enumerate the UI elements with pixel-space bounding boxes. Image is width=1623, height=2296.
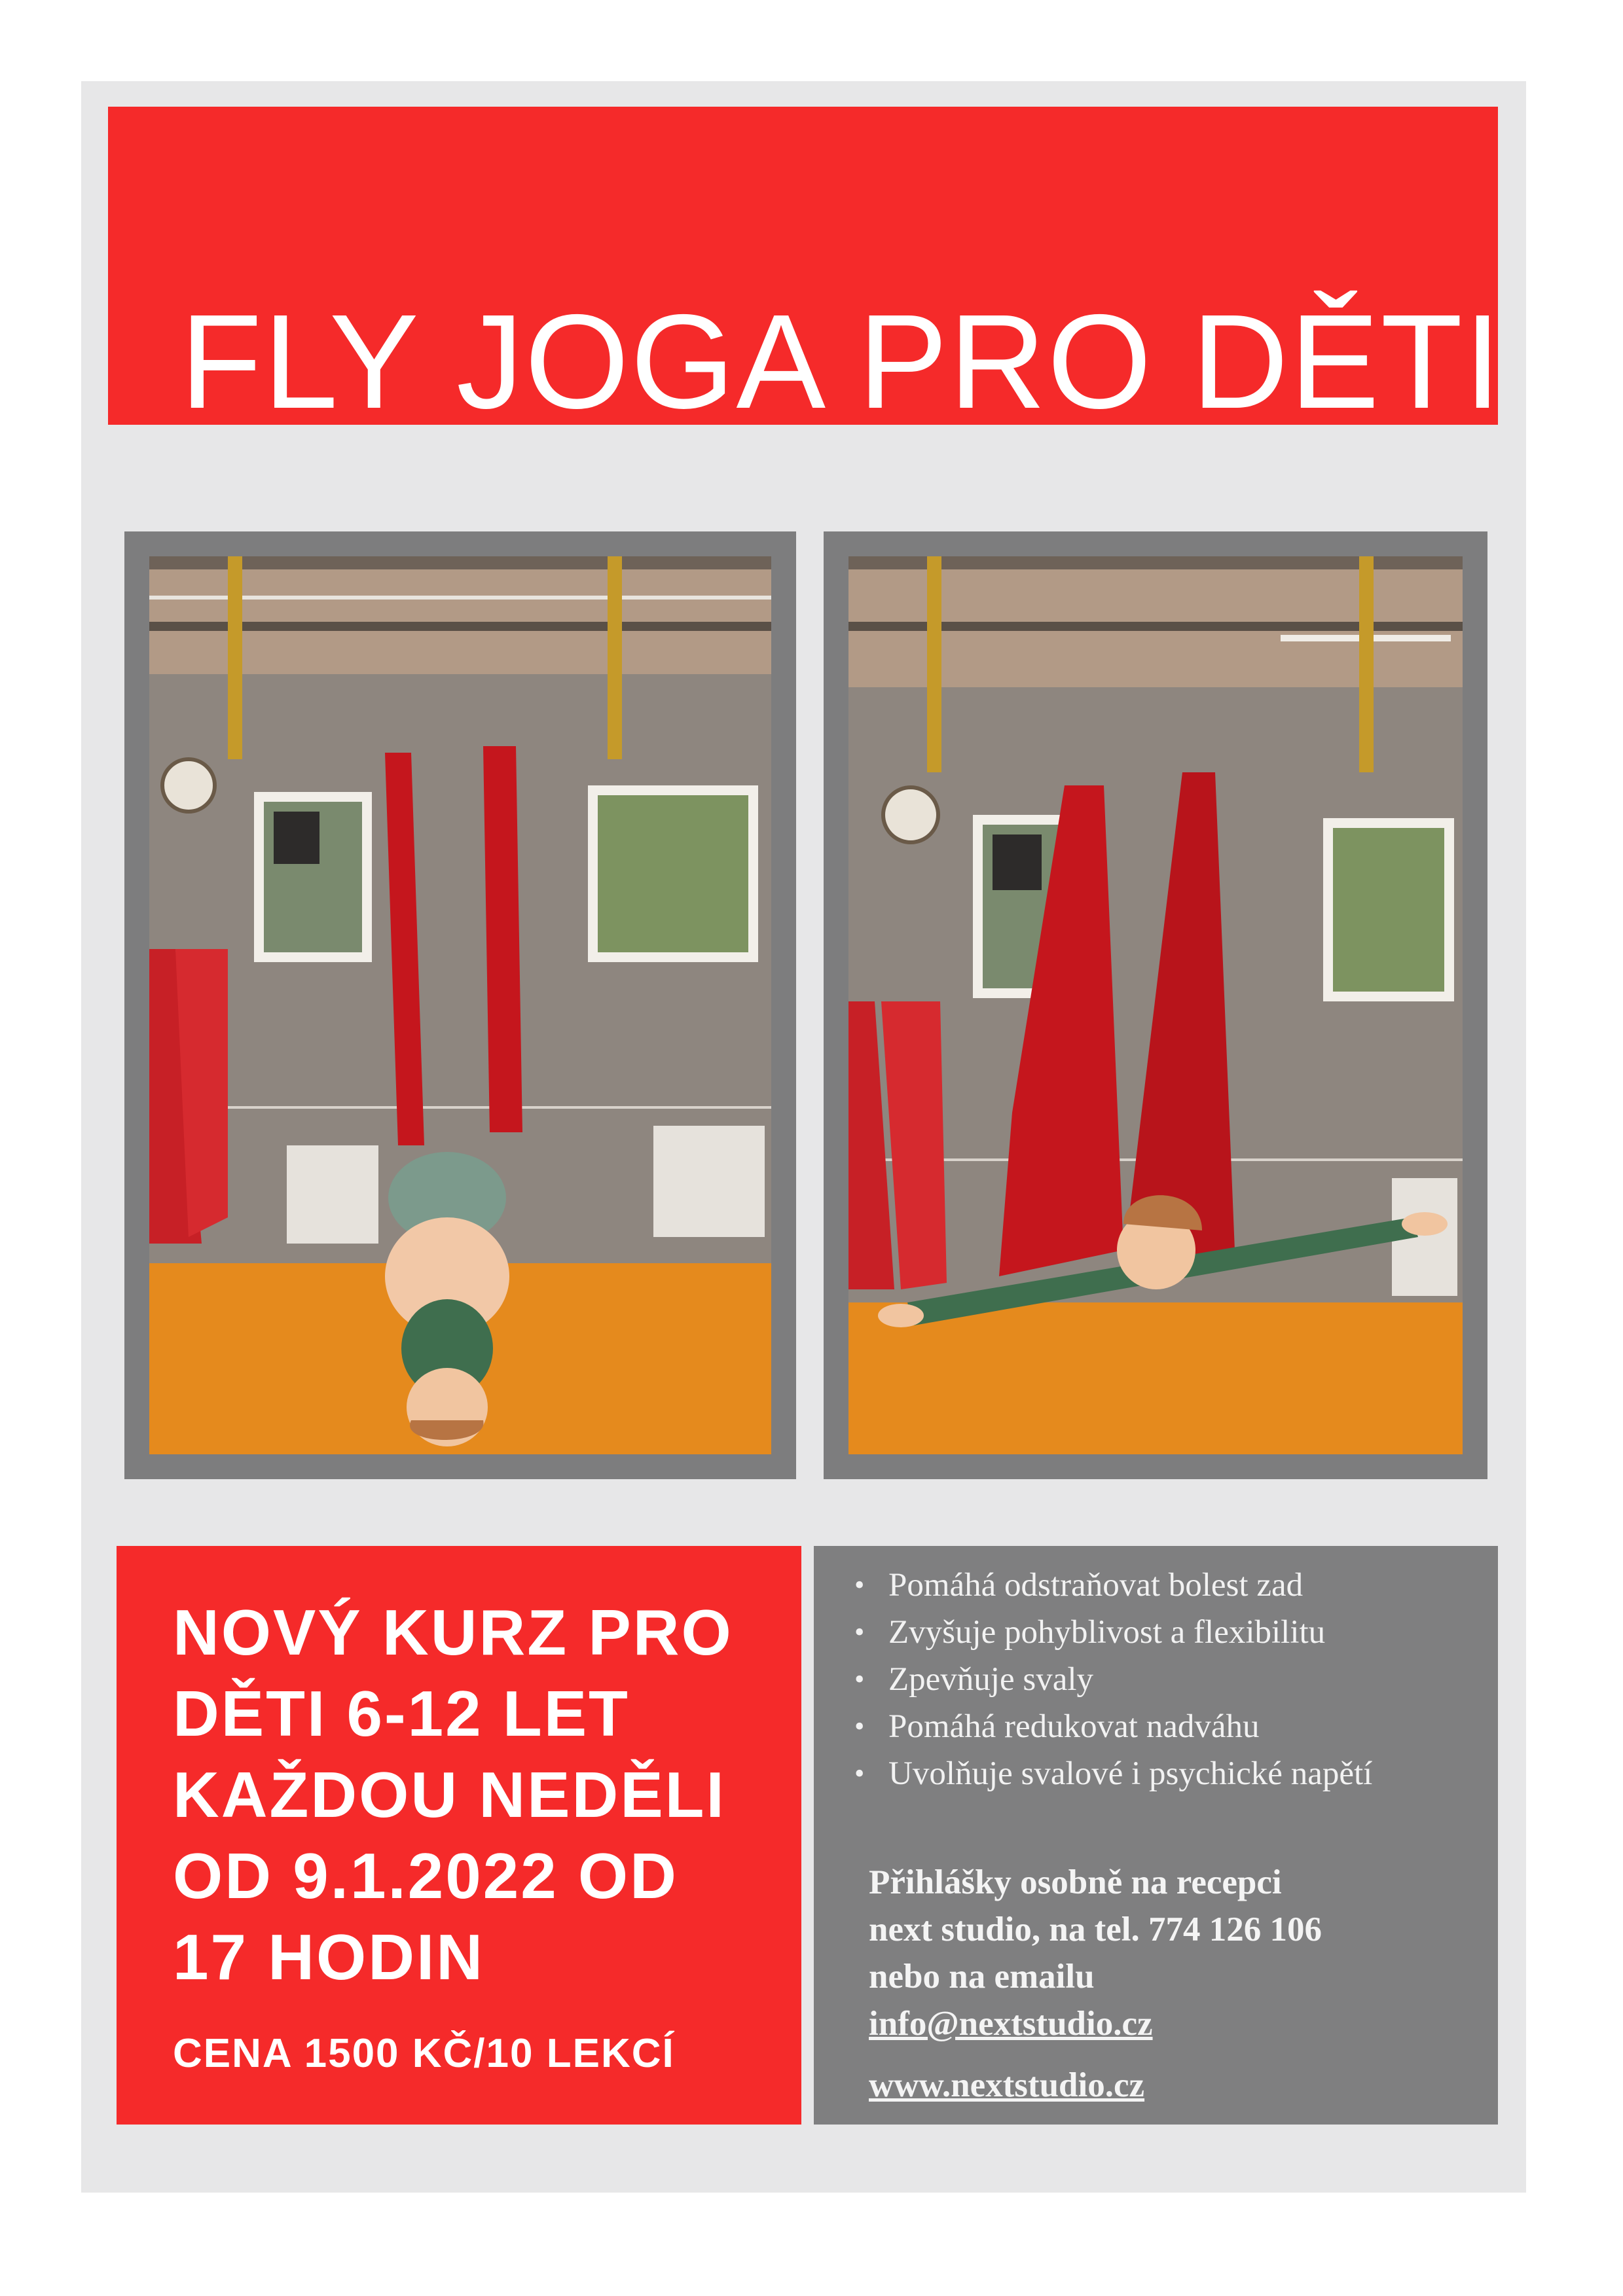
title-banner: [108, 107, 1503, 437]
course-info-panel: [117, 1546, 801, 2125]
benefit-item: • Pomáhá odstraňovat bolest zad: [853, 1562, 1482, 1609]
bullet-icon: •: [854, 1710, 865, 1742]
contact-info: [869, 1859, 1484, 2047]
benefit-item: • Zvyšuje pohyblivost a flexibilitu: [853, 1609, 1482, 1656]
poster-title: FLY JOGA PRO DĚTI: [180, 287, 1503, 437]
benefit-item: • Zpevňuje svaly: [853, 1656, 1482, 1703]
bullet-icon: •: [854, 1616, 865, 1648]
course-line: KAŽDOU NEDĚLI: [173, 1759, 726, 1831]
course-line: NOVÝ KURZ PRO: [173, 1596, 733, 1668]
contact-line: next studio, na tel. 774 126 106: [869, 1910, 1322, 1948]
course-line: OD 9.1.2022 OD: [173, 1840, 678, 1912]
photo-upside-down-child: [149, 556, 771, 1454]
photo-frame-right: [824, 531, 1487, 1479]
benefits-list: [853, 1562, 1482, 1797]
website-link[interactable]: www.nextstudio.cz: [869, 2066, 1145, 2104]
benefit-item: • Uvolňuje svalové i psychické napětí: [853, 1750, 1482, 1797]
benefits-panel: [814, 1546, 1498, 2125]
email-link[interactable]: info@nextstudio.cz: [869, 2005, 1153, 2043]
bullet-icon: •: [854, 1663, 865, 1695]
course-price: CENA 1500 KČ/10 LEKCÍ: [173, 2031, 675, 2076]
bullet-icon: •: [854, 1569, 865, 1601]
contact-line: nebo na emailu: [869, 1958, 1095, 1996]
photo-frame-left: [124, 531, 796, 1479]
benefit-item: • Pomáhá redukovat nadváhu: [853, 1703, 1482, 1750]
photo-flying-child: [848, 556, 1463, 1454]
course-line: DĚTI 6-12 LET: [173, 1677, 630, 1749]
bullet-icon: •: [854, 1757, 865, 1789]
contact-line: Přihlášky osobně na recepci: [869, 1863, 1282, 1901]
course-line: 17 HODIN: [173, 1921, 485, 1993]
course-details: [173, 1592, 782, 1998]
